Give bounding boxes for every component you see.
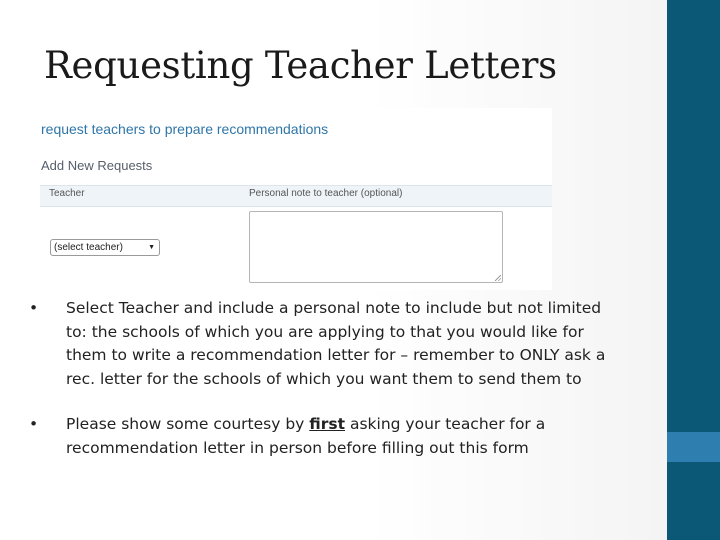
personal-note-textarea[interactable]	[249, 211, 503, 283]
bullet-item	[29, 413, 619, 460]
slide-title: Requesting Teacher Letters	[44, 44, 557, 87]
form-heading: request teachers to prepare recommendations	[41, 121, 329, 137]
embedded-form-screenshot	[40, 108, 552, 290]
resize-grip-icon[interactable]	[495, 275, 501, 281]
dropdown-caret-icon: ▼	[148, 244, 155, 251]
column-header-teacher: Teacher	[49, 188, 85, 199]
teacher-select[interactable]	[50, 239, 160, 256]
bullet-text: Select Teacher and include a personal note to include but not limited to: the schools of which you are applying to that you would like for them to write a recommendation letter for – remember to ONLY ask a rec. letter for the schools of which you want them to send them to	[66, 299, 606, 388]
bullet-list	[29, 297, 619, 460]
bullet-item	[29, 297, 619, 391]
bullet-icon: •	[29, 299, 39, 317]
form-subheading: Add New Requests	[41, 158, 153, 173]
column-header-note: Personal note to teacher (optional)	[249, 188, 403, 199]
teacher-select-value: (select teacher)	[54, 242, 123, 253]
decorative-sidebar-accent	[667, 432, 720, 462]
bullet-text-before: Please show some courtesy by	[66, 415, 310, 433]
bullet-emphasis: first	[309, 415, 346, 433]
bullet-icon: •	[29, 415, 39, 433]
bullet-text-after: asking your teacher for a recommendation letter in person before filling out this form	[66, 415, 546, 457]
